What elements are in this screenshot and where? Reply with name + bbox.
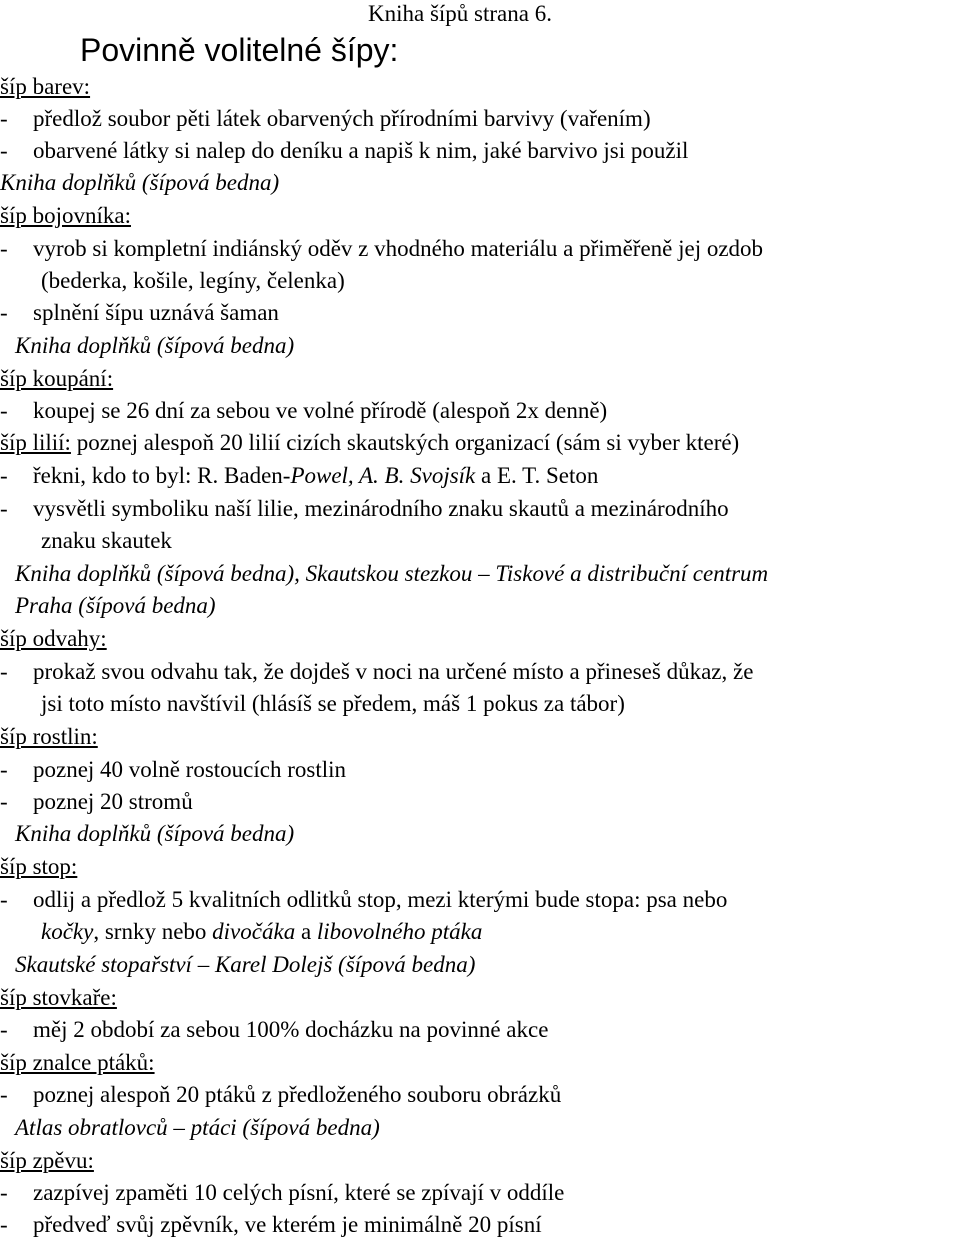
list-item: - odlij a předlož 5 kvalitních odlitků stop, mezi kterými bude stopa: psa nebo: [0, 887, 728, 912]
section-heading-bojovnika: šíp bojovníka:: [0, 203, 131, 228]
list-item: - předlož soubor pěti látek obarvených přírodními barvivy (vařením): [0, 106, 651, 131]
list-item: - vysvětli symboliku naší lilie, mezinárodního znaku skautů a mezinárodního: [0, 496, 729, 521]
list-item-continuation: znaku skautek: [41, 528, 172, 553]
list-item: - koupej se 26 dní za sebou ve volné přírodě (alespoň 2x denně): [0, 398, 608, 423]
list-item-continuation: kočky, srnky nebo divočáka a libovolného ptáka: [41, 919, 483, 944]
section-heading-barev: šíp barev:: [0, 74, 91, 99]
list-item: - předveď svůj zpěvník, ve kterém je minimálně 20 písní: [0, 1212, 542, 1237]
source-note: Skautské stopařství – Karel Dolejš (šípová bedna): [15, 952, 476, 977]
list-item: - obarvené látky si nalep do deníku a napiš k nim, jaké barvivo jsi použil: [0, 138, 689, 163]
list-item: - splnění šípu uznává šaman: [0, 300, 279, 325]
section-heading-stop: šíp stop:: [0, 854, 78, 879]
list-item: - prokaž svou odvahu tak, že dojdeš v noci na určené místo a přineseš důkaz, že: [0, 659, 754, 684]
section-heading-koupani: šíp koupání:: [0, 366, 114, 391]
list-item-continuation: (bederka, košile, legíny, čelenka): [41, 268, 345, 293]
list-item: - zazpívej zpaměti 10 celých písní, které se zpívají v oddíle: [0, 1180, 565, 1205]
list-item: - poznej 20 stromů: [0, 789, 193, 814]
page-title: Povinně volitelné šípy:: [80, 32, 399, 68]
section-heading-lilii: šíp lilií: poznej alespoň 20 lilií cizích skautských organizací (sám si vyber které): [0, 430, 740, 455]
list-item: - řekni, kdo to byl: R. Baden-Powel, A. B. Svojsík a E. T. Seton: [0, 463, 599, 488]
source-note: Kniha doplňků (šípová bedna), Skautskou stezkou – Tiskové a distribuční centrum: [15, 561, 769, 586]
list-item-continuation: jsi toto místo navštívil (hlásíš se předem, máš 1 pokus za tábor): [41, 691, 625, 716]
section-heading-zpevu: šíp zpěvu:: [0, 1148, 94, 1173]
section-heading-odvahy: šíp odvahy:: [0, 626, 107, 651]
source-note: Kniha doplňků (šípová bedna): [15, 821, 295, 846]
list-item: - poznej alespoň 20 ptáků z předloženého souboru obrázků: [0, 1082, 562, 1107]
list-item: - měj 2 období za sebou 100% docházku na povinné akce: [0, 1017, 549, 1042]
source-note: Kniha doplňků (šípová bedna): [15, 333, 295, 358]
page-header: Kniha šípů strana 6.: [368, 1, 552, 26]
list-item: - poznej 40 volně rostoucích rostlin: [0, 757, 346, 782]
section-heading-znalce: šíp znalce ptáků:: [0, 1050, 155, 1075]
section-heading-stovkare: šíp stovkaře:: [0, 985, 117, 1010]
list-item: - vyrob si kompletní indiánský oděv z vhodného materiálu a přiměřeně jej ozdob: [0, 236, 764, 261]
source-note: Kniha doplňků (šípová bedna): [0, 170, 280, 195]
source-note: Atlas obratlovců – ptáci (šípová bedna): [15, 1115, 380, 1140]
source-note: Praha (šípová bedna): [15, 593, 216, 618]
section-heading-rostlin: šíp rostlin:: [0, 724, 98, 749]
